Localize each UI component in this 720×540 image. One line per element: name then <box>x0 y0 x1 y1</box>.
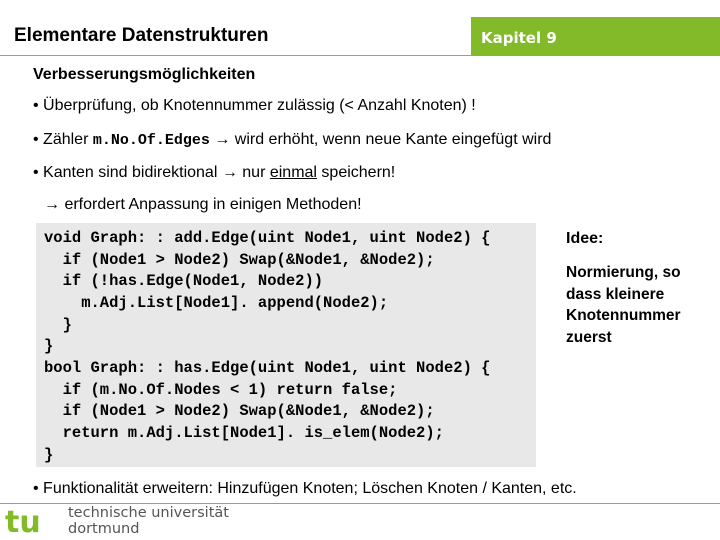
code-line: return m.Adj.List[Node1]. is_elem(Node2); <box>44 424 444 442</box>
code-line: if (Node1 > Node2) Swap(&Node1, &Node2); <box>44 402 435 420</box>
university-name <box>68 505 229 537</box>
bullet-edge-counter-suffix: → wird erhöht, wenn neue Kante eingefügt wird <box>209 131 552 148</box>
edge-counter-code: m.No.Of.Edges <box>92 132 210 149</box>
university-name-line1: technische universität <box>68 505 229 521</box>
section-title: Verbesserungsmöglichkeiten <box>33 66 256 83</box>
idea-title: Idee: <box>566 230 604 247</box>
bullet-extend-functionality: • Funktionalität erweitern: Hinzufügen Knoten; Löschen Knoten / Kanten, etc. <box>33 480 577 497</box>
code-line: } <box>44 446 54 464</box>
bullet-bidirectional <box>33 164 395 182</box>
code-line: } <box>44 337 54 355</box>
code-line: if (Node1 > Node2) Swap(&Node1, &Node2); <box>44 251 435 269</box>
sub-note-adaptation: → erfordert Anpassung in einigen Methoden! <box>44 196 362 213</box>
bullet-edge-counter-prefix: • Zähler <box>33 131 93 148</box>
code-block <box>36 223 536 467</box>
code-line: if (!has.Edge(Node1, Node2)) <box>44 272 324 290</box>
footer-divider <box>0 503 720 504</box>
slide-header-title: Elementare Datenstrukturen <box>14 25 269 46</box>
header-divider <box>0 55 720 56</box>
idea-text: Normierung, so dass kleinere Knotennummer zuerst <box>566 264 681 346</box>
bullet-node-check: • Überprüfung, ob Knotennummer zulässig (< Anzahl Knoten) ! <box>33 97 476 114</box>
code-line: void Graph: : add.Edge(uint Node1, uint Node2) { <box>44 229 491 247</box>
code-line: m.Adj.List[Node1]. append(Node2); <box>44 294 389 312</box>
bullet-bidirectional-suffix: speichern! <box>316 164 396 181</box>
code-line: bool Graph: : has.Edge(uint Node1, uint Node2) { <box>44 359 491 377</box>
logo-mark: tu <box>5 507 41 539</box>
bullet-edge-counter <box>33 131 551 149</box>
university-name-line2: dortmund <box>68 521 140 537</box>
code-line: if (m.No.Of.Nodes < 1) return false; <box>44 381 398 399</box>
emphasis-einmal: einmal <box>269 164 317 181</box>
tu-dortmund-logo <box>4 507 64 539</box>
bullet-bidirectional-prefix: • Kanten sind bidirektional → nur <box>33 164 270 181</box>
chapter-tab: Kapitel 9 <box>471 17 720 55</box>
code-line: } <box>44 316 72 334</box>
